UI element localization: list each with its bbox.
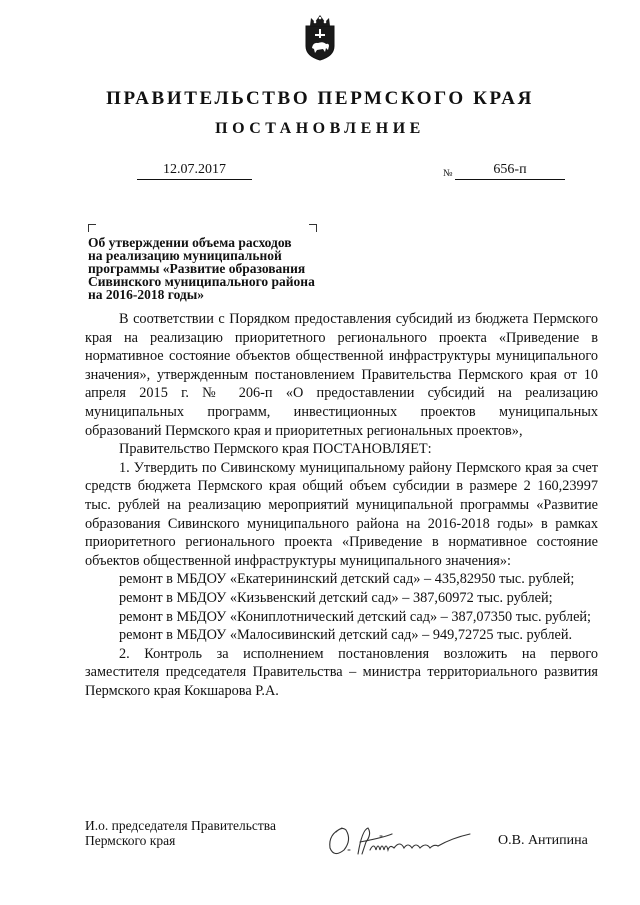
document-body bbox=[85, 310, 598, 700]
signatory-title bbox=[85, 819, 276, 848]
document-subject bbox=[88, 236, 348, 301]
subject-line: программы «Развитие образования bbox=[88, 261, 306, 276]
list-item: ремонт в МБДОУ «Екатерининский детский сад» – 435,82950 тыс. рублей; bbox=[119, 571, 575, 588]
signatory-title-line: Пермского края bbox=[85, 832, 176, 848]
list-item: ремонт в МБДОУ «Кизьвенский детский сад» – 387,60972 тыс. рублей; bbox=[119, 589, 553, 606]
resolution-paragraph: Правительство Пермского края ПОСТАНОВЛЯЕТ: bbox=[119, 441, 432, 458]
signatory-name: О.В. Антипина bbox=[498, 833, 588, 848]
handwritten-signature bbox=[322, 820, 482, 864]
subject-line: на 2016-2018 годы» bbox=[88, 287, 205, 302]
subject-corner-mark-left bbox=[88, 224, 96, 232]
number-sign: № bbox=[443, 168, 453, 179]
subject-line: Сивинского муниципального района bbox=[88, 274, 315, 289]
clause-1-paragraph: 1. Утвердить по Сивинскому муниципальному району Пермского края за счет средств бюджета Пермского края общий объем субсидии в размере 2 160,23997 тыс. рублей на реализацию мероприятий муниципальной программы «Развитие образования Сивинского муниципального района на 2016-2018 годы» в рамках приоритетного регионального проекта «Приведение в нормативное состояние объектов общественной инфраструктуры муниципального значения»: bbox=[85, 459, 598, 569]
list-item: ремонт в МБДОУ «Малосивинский детский сад» – 949,72725 тыс. рублей. bbox=[119, 627, 573, 644]
coat-of-arms-icon bbox=[303, 12, 337, 62]
list-item: ремонт в МБДОУ «Кониплотнический детский сад» – 387,07350 тыс. рублей; bbox=[119, 608, 592, 625]
document-type: ПОСТАНОВЛЕНИЕ bbox=[215, 120, 425, 137]
document-date: 12.07.2017 bbox=[137, 162, 252, 180]
document-number: 656-п bbox=[455, 162, 565, 180]
clause-2-paragraph: 2. Контроль за исполнением постановления возложить на первого заместителя председателя Правительства – министра территориального развития Пермского края Кокшарова Р.А. bbox=[85, 645, 598, 699]
subject-corner-mark-right bbox=[309, 224, 317, 232]
subject-line: на реализацию муниципальной bbox=[88, 248, 282, 263]
preamble-paragraph: В соответствии с Порядком предоставления субсидий из бюджета Пермского края на реализацию приоритетного регионального проекта «Приведение в нормативное состояние объектов общественной инфраструктуры муниципального значения», утвержденным постановлением Правительства Пермского края от 10 апреля 2015 г. № 206-п «О предоставлении субсидий на реализацию муниципальных программ, инвестиционных проектов муниципальных образований Пермского края и приоритетных региональных проектов», bbox=[85, 311, 598, 439]
government-title: ПРАВИТЕЛЬСТВО ПЕРМСКОГО КРАЯ bbox=[106, 88, 534, 109]
subject-line: Об утверждении объема расходов bbox=[88, 235, 292, 250]
signatory-title-line: И.о. председателя Правительства bbox=[85, 818, 276, 833]
